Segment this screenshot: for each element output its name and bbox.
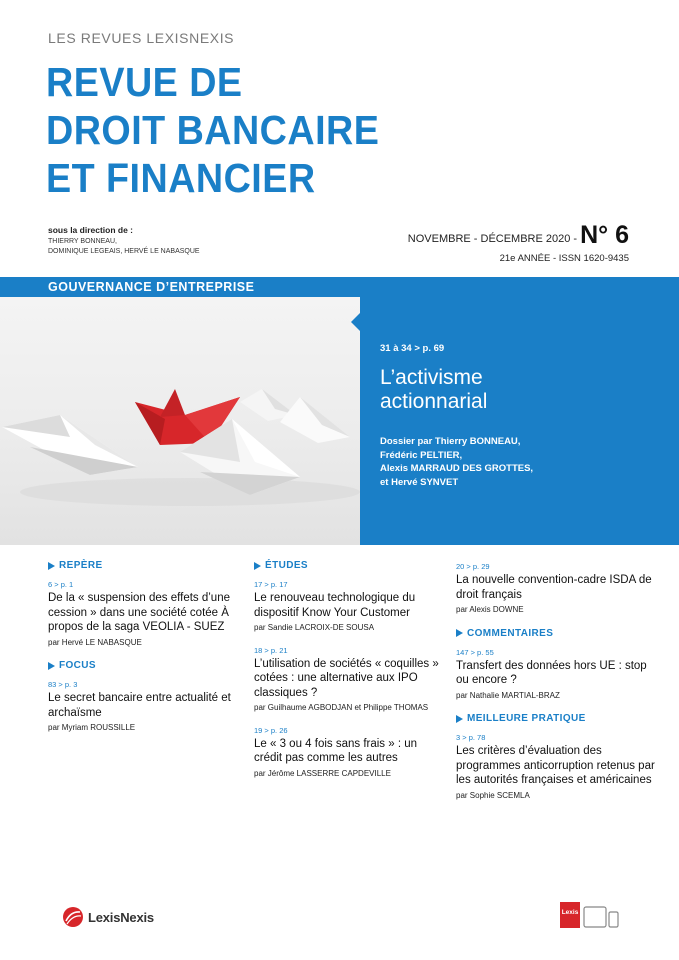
section-commentaires [456, 628, 656, 639]
feature-author-line-2: Frédéric PELTIER, [380, 449, 463, 461]
article-title: La nouvelle convention-cadre ISDA de droit français [456, 574, 652, 601]
section-focus [48, 660, 238, 671]
article-etude-3[interactable] [254, 726, 444, 780]
journal-title [46, 58, 379, 202]
feature-author-line-4: et Hervé SYNVET [380, 476, 459, 488]
direction-name-line-1: THIERRY BONNEAU, [48, 238, 117, 245]
article-author: par Sophie SCEMLA [456, 790, 530, 800]
column-2 [254, 560, 444, 791]
article-author: par Nathalie MARTIAL-BRAZ [456, 690, 560, 700]
section-focus-label: FOCUS [59, 660, 96, 671]
section-pratique-label: MEILLEURE PRATIQUE [467, 713, 586, 724]
article-reperes[interactable] [48, 580, 238, 648]
editorial-direction [48, 225, 200, 257]
feature-title-line-1: L’activisme [380, 366, 483, 389]
article-title: Le « 3 ou 4 fois sans frais » : un crédit pas comme les autres [254, 737, 418, 764]
paper-boats-illustration [0, 297, 360, 545]
article-etude-1[interactable] [254, 580, 444, 634]
feature-authors [380, 435, 533, 489]
lexisnexis-logo[interactable] [62, 906, 154, 928]
article-author: par Jérôme LASSERRE CAPDEVILLE [254, 768, 391, 778]
triangle-right-icon [254, 562, 261, 570]
direction-name-line-2: DOMINIQUE LEGEAIS, HERVÉ LE NABASQUE [48, 248, 200, 255]
journal-title-line-1: REVUE DE [46, 59, 243, 105]
lexisnexis-logo-icon [62, 906, 84, 928]
article-page-ref: 17 > p. 17 [254, 580, 288, 589]
article-author: par Hervé LE NABASQUE [48, 637, 142, 647]
tablet-phone-icon [583, 906, 619, 928]
issue-number: N° 6 [580, 221, 629, 249]
issue-date: NOVEMBRE - DÉCEMBRE 2020 - [407, 233, 578, 245]
direction-names [48, 237, 200, 257]
publisher-badge: Lexis [560, 902, 580, 928]
feature-author-line-3: Alexis MARRAUD DES GROTTES, [380, 463, 534, 474]
article-title: L’utilisation de sociétés « coquilles » cotées : une alternative aux IPO classiques ? [254, 657, 439, 699]
article-title: De la « suspension des effets d’une cession » dans une société cotée À propos de la saga VEOLIA - SUEZ [48, 592, 230, 633]
article-page-ref: 147 > p. 55 [456, 647, 494, 657]
article-etude-2[interactable] [254, 646, 444, 714]
rubric-label: GOUVERNANCE D’ENTREPRISE [48, 280, 255, 294]
feature-dossier[interactable] [360, 277, 679, 545]
feature-title [380, 366, 487, 414]
triangle-right-icon [48, 562, 55, 570]
section-meilleure-pratique [456, 713, 656, 724]
issue-year-issn: 21e ANNÉE - ISSN 1620-9435 [499, 253, 629, 264]
article-etude-4[interactable] [456, 562, 656, 616]
article-page-ref: 83 > p. 3 [48, 680, 78, 689]
issue-info [408, 222, 629, 264]
feature-title-line-2: actionnarial [380, 390, 488, 413]
section-reperes [48, 560, 238, 571]
column-3 [456, 562, 656, 813]
article-title: Le renouveau technologique du dispositif Know Your Customer [254, 592, 416, 619]
article-author: par Guilhaume AGBODJAN et Philippe THOMAS [254, 703, 429, 712]
article-author: par Sandie LACROIX-DE SOUSA [254, 623, 375, 632]
triangle-right-icon [456, 715, 463, 723]
article-page-ref: 19 > p. 26 [254, 725, 288, 735]
series-name: LES REVUES LEXISNEXIS [48, 30, 235, 46]
column-1 [48, 560, 238, 746]
article-focus[interactable] [48, 680, 238, 734]
cover-photo-paper-boats [0, 297, 360, 545]
article-pratique[interactable] [456, 733, 656, 801]
article-title: Le secret bancaire entre actualité et archaïsme [48, 692, 231, 719]
section-reperes-label: REPÈRE [59, 560, 103, 571]
section-etudes-label: ÉTUDES [265, 560, 308, 571]
direction-label: sous la direction de : [48, 225, 134, 235]
section-etudes [254, 560, 444, 571]
article-page-ref: 20 > p. 29 [456, 562, 490, 571]
journal-title-line-2: DROIT BANCAIRE [46, 107, 380, 153]
rubric-bar [0, 277, 360, 297]
publisher-badges [560, 902, 619, 928]
article-title: Transfert des données hors UE : stop ou encore ? [456, 659, 647, 686]
triangle-right-icon [456, 629, 463, 637]
article-author: par Alexis DOWNE [456, 605, 524, 614]
triangle-right-icon [48, 662, 55, 670]
feature-notch [351, 313, 360, 331]
article-page-ref: 6 > p. 1 [48, 580, 74, 589]
feature-author-line-1: Dossier par Thierry BONNEAU, [380, 436, 521, 447]
section-commentaires-label: COMMENTAIRES [467, 627, 554, 639]
article-title: Les critères d’évaluation des programmes anticorruption retenus par les autorités françaises et américaines [456, 745, 655, 786]
article-page-ref: 18 > p. 21 [254, 645, 288, 655]
article-author: par Myriam ROUSSILLE [48, 723, 136, 732]
article-commentaire[interactable] [456, 648, 656, 702]
logo-wordmark: LexisNexis [88, 909, 154, 925]
article-page-ref: 3 > p. 78 [456, 733, 486, 742]
feature-ref: 31 à 34 > p. 69 [380, 343, 445, 354]
journal-title-line-3: ET FINANCIER [46, 155, 316, 201]
